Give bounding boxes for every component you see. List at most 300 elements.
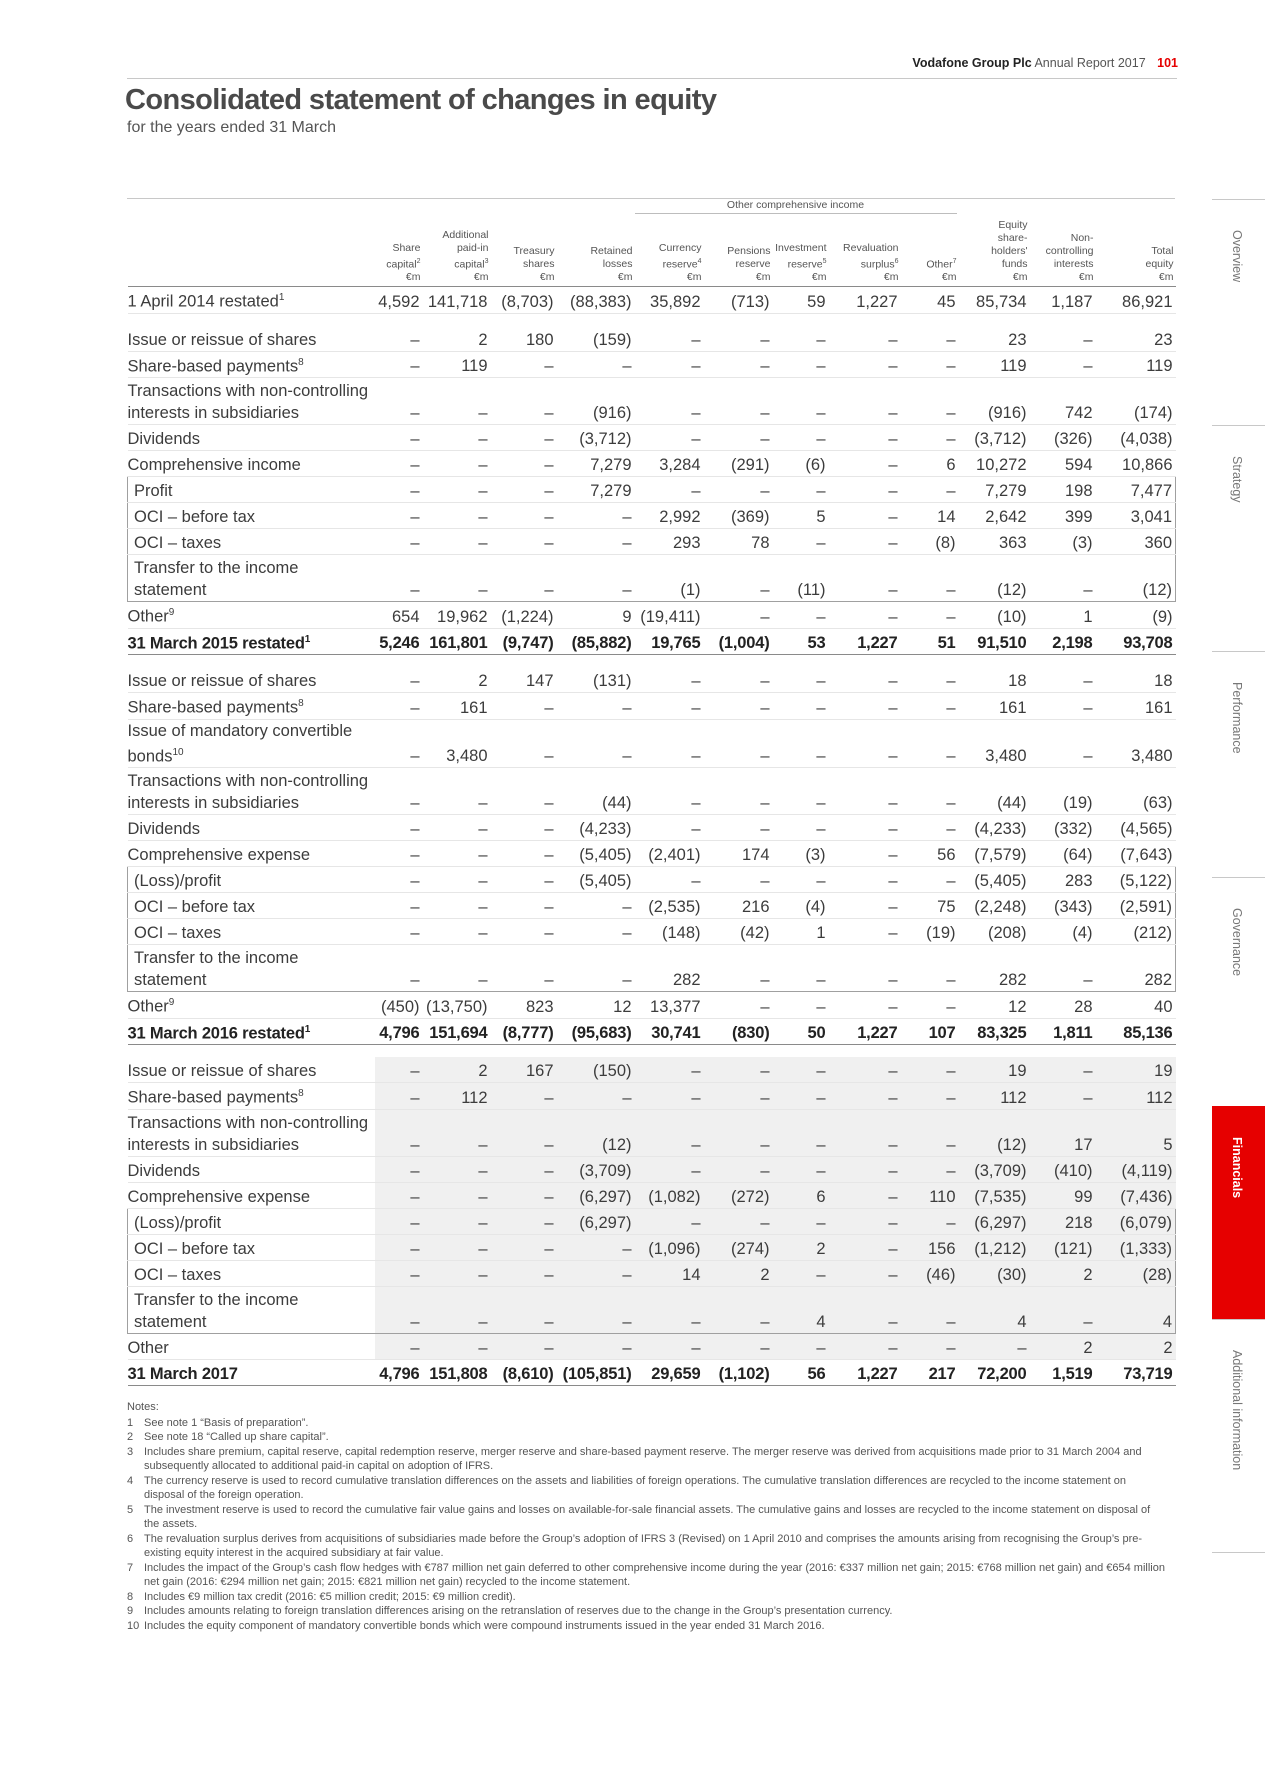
spacer-cell bbox=[128, 655, 1176, 668]
value-cell: (1,004) bbox=[704, 628, 773, 655]
value-cell: (7,579) bbox=[959, 841, 1030, 867]
value-cell: – bbox=[829, 945, 901, 992]
value-cell: – bbox=[1030, 1286, 1096, 1333]
value-cell: (4,233) bbox=[959, 815, 1030, 841]
note-item bbox=[127, 1590, 1167, 1605]
value-cell: (5,405) bbox=[557, 841, 635, 867]
note-number: 3 bbox=[127, 1445, 134, 1458]
value-cell: – bbox=[773, 1156, 829, 1182]
spacer-cell bbox=[128, 1045, 1176, 1058]
sub-item-row bbox=[128, 867, 1176, 893]
value-cell: – bbox=[1030, 945, 1096, 992]
row-label-text: OCI – taxes bbox=[134, 1265, 222, 1284]
value-cell: – bbox=[423, 529, 491, 555]
value-cell: 4,796 bbox=[375, 1018, 423, 1045]
value-cell: – bbox=[375, 326, 423, 352]
value-cell: 216 bbox=[704, 893, 773, 919]
row-label bbox=[128, 1359, 375, 1385]
value-cell: 360 bbox=[1096, 529, 1176, 555]
value-cell: – bbox=[423, 919, 491, 945]
note-number: 10 bbox=[127, 1619, 140, 1632]
value-cell: – bbox=[375, 477, 423, 503]
table-spacer-row bbox=[128, 313, 1176, 326]
row-label bbox=[128, 841, 375, 867]
value-cell: – bbox=[375, 841, 423, 867]
value-cell: – bbox=[375, 867, 423, 893]
value-cell: (4,038) bbox=[1096, 425, 1176, 451]
value-cell: – bbox=[829, 529, 901, 555]
value-cell: (3) bbox=[773, 841, 829, 867]
value-cell: (19) bbox=[901, 919, 959, 945]
value-cell: – bbox=[423, 1234, 491, 1260]
value-cell: 6 bbox=[901, 451, 959, 477]
value-cell: – bbox=[704, 815, 773, 841]
value-cell: 30,741 bbox=[635, 1018, 704, 1045]
sub-item-row bbox=[128, 529, 1176, 555]
oci-group-header bbox=[635, 199, 959, 219]
value-cell: – bbox=[375, 1260, 423, 1286]
table-row bbox=[128, 1083, 1176, 1110]
column-header-note-ref: 5 bbox=[822, 257, 827, 265]
value-cell: 2 bbox=[423, 1057, 491, 1083]
value-cell: (410) bbox=[1030, 1156, 1096, 1182]
page-title: Consolidated statement of changes in equity bbox=[125, 84, 717, 116]
row-label bbox=[128, 287, 375, 314]
value-cell: 5,246 bbox=[375, 628, 423, 655]
value-cell: – bbox=[901, 1057, 959, 1083]
value-cell: 59 bbox=[773, 287, 829, 314]
row-label bbox=[128, 529, 375, 555]
nav-tab-overview[interactable] bbox=[1212, 199, 1265, 425]
nav-tab-label: Overview bbox=[1230, 230, 1244, 283]
value-cell: – bbox=[773, 1208, 829, 1234]
row-label-text: OCI – taxes bbox=[134, 534, 222, 552]
nav-bottom-rule bbox=[1212, 1552, 1265, 1553]
note-text: The investment reserve is used to record the cumulative fair value gains and losses on available-for-sale financial assets. The cumulative gains and losses are recycled to the income statement on disposal of the assets. bbox=[144, 1503, 1151, 1530]
value-cell: – bbox=[375, 503, 423, 529]
column-header-unit: €m bbox=[883, 271, 899, 283]
value-cell: – bbox=[557, 919, 635, 945]
column-header-unit: €m bbox=[686, 271, 702, 283]
page-number: 101 bbox=[1157, 56, 1178, 70]
row-label bbox=[128, 693, 375, 720]
header-blank bbox=[128, 199, 375, 219]
value-cell: (85,882) bbox=[557, 628, 635, 655]
row-label-text: OCI – before tax bbox=[134, 1239, 256, 1258]
value-cell: 167 bbox=[491, 1057, 557, 1083]
value-cell: – bbox=[704, 1109, 773, 1156]
value-cell: 742 bbox=[1030, 378, 1096, 425]
row-label-note-ref: 1 bbox=[304, 1023, 311, 1035]
value-cell: – bbox=[829, 1208, 901, 1234]
row-label-note-ref: 8 bbox=[298, 1088, 304, 1099]
note-text: See note 1 “Basis of preparation”. bbox=[144, 1416, 309, 1429]
value-cell: (274) bbox=[704, 1234, 773, 1260]
column-header-line: surplus bbox=[860, 258, 895, 270]
row-label bbox=[128, 326, 375, 352]
column-header bbox=[829, 219, 901, 287]
value-cell: (64) bbox=[1030, 841, 1096, 867]
value-cell: – bbox=[704, 425, 773, 451]
value-cell: – bbox=[704, 477, 773, 503]
value-cell: – bbox=[1030, 667, 1096, 693]
value-cell: – bbox=[829, 425, 901, 451]
value-cell: – bbox=[635, 1057, 704, 1083]
value-cell: – bbox=[901, 945, 959, 992]
column-header-unit: €m bbox=[811, 271, 827, 283]
column-header bbox=[635, 219, 704, 287]
note-number: 9 bbox=[127, 1605, 134, 1617]
column-header-line: share- bbox=[997, 232, 1028, 244]
value-cell: – bbox=[491, 1260, 557, 1286]
value-cell: – bbox=[423, 555, 491, 602]
value-cell: (6,297) bbox=[557, 1182, 635, 1208]
value-cell: – bbox=[704, 667, 773, 693]
value-cell: 283 bbox=[1030, 867, 1096, 893]
column-header-line: Other bbox=[926, 258, 953, 270]
header-label-column bbox=[128, 219, 375, 287]
value-cell: – bbox=[901, 867, 959, 893]
table-row bbox=[128, 667, 1176, 693]
value-cell: (4,565) bbox=[1096, 815, 1176, 841]
row-label-text: OCI – before tax bbox=[134, 898, 256, 916]
value-cell: – bbox=[375, 1286, 423, 1333]
value-cell: – bbox=[491, 841, 557, 867]
row-label bbox=[128, 555, 375, 602]
value-cell: – bbox=[829, 1156, 901, 1182]
value-cell: – bbox=[491, 1109, 557, 1156]
value-cell: – bbox=[635, 719, 704, 768]
value-cell: – bbox=[423, 1156, 491, 1182]
value-cell: – bbox=[557, 1234, 635, 1260]
value-cell: – bbox=[491, 1182, 557, 1208]
note-text: Includes amounts relating to foreign translation differences arising on the retranslation of reserves due to the change in the Group’s presentation currency. bbox=[144, 1605, 893, 1617]
value-cell: 93,708 bbox=[1096, 628, 1176, 655]
table-row bbox=[128, 378, 1176, 425]
value-cell: 13,377 bbox=[635, 992, 704, 1019]
row-label-text: 1 April 2014 restated bbox=[127, 292, 279, 311]
column-header-line: equity bbox=[1145, 258, 1174, 270]
value-cell: 86,921 bbox=[1096, 287, 1176, 314]
note-item bbox=[127, 1503, 1167, 1532]
value-cell: – bbox=[901, 1333, 959, 1359]
value-cell: – bbox=[773, 529, 829, 555]
value-cell: 4 bbox=[959, 1286, 1030, 1333]
value-cell: – bbox=[829, 1109, 901, 1156]
value-cell: 282 bbox=[635, 945, 704, 992]
value-cell: – bbox=[375, 451, 423, 477]
nav-tab-financials[interactable] bbox=[1212, 1106, 1265, 1319]
column-header-line: Retained bbox=[590, 245, 633, 257]
value-cell: – bbox=[773, 602, 829, 629]
value-cell: – bbox=[704, 1333, 773, 1359]
value-cell: – bbox=[901, 992, 959, 1019]
value-cell: 823 bbox=[491, 992, 557, 1019]
value-cell: – bbox=[829, 1286, 901, 1333]
row-label-text: Share-based payments bbox=[127, 357, 299, 375]
row-label-text: 31 March 2017 bbox=[127, 1364, 238, 1383]
value-cell: 151,808 bbox=[423, 1359, 491, 1385]
column-header-note-ref: 4 bbox=[697, 257, 702, 265]
column-header-line: holders' bbox=[991, 245, 1028, 257]
value-cell: – bbox=[829, 1057, 901, 1083]
value-cell: (13,750) bbox=[423, 992, 491, 1019]
column-header-line: Revaluation bbox=[843, 241, 899, 254]
table-row bbox=[128, 841, 1176, 867]
value-cell: (131) bbox=[557, 667, 635, 693]
row-label-text: OCI – taxes bbox=[134, 924, 222, 942]
value-cell: – bbox=[423, 1286, 491, 1333]
value-cell: – bbox=[773, 1260, 829, 1286]
row-label-note-ref: 1 bbox=[278, 292, 285, 303]
value-cell: – bbox=[491, 555, 557, 602]
row-label bbox=[128, 477, 375, 503]
value-cell: (63) bbox=[1096, 768, 1176, 815]
value-cell: – bbox=[375, 1057, 423, 1083]
value-cell: – bbox=[557, 555, 635, 602]
value-cell: (5,405) bbox=[959, 867, 1030, 893]
value-cell: – bbox=[704, 945, 773, 992]
note-item bbox=[127, 1619, 1167, 1634]
value-cell: – bbox=[375, 719, 423, 768]
value-cell: – bbox=[491, 451, 557, 477]
value-cell: 293 bbox=[635, 529, 704, 555]
value-cell: 73,719 bbox=[1096, 1359, 1176, 1385]
value-cell: (7,436) bbox=[1096, 1182, 1176, 1208]
column-header-unit: €m bbox=[1158, 271, 1174, 283]
column-header-unit: €m bbox=[1078, 271, 1094, 283]
value-cell: – bbox=[829, 602, 901, 629]
row-label-text: Share-based payments bbox=[127, 698, 299, 717]
value-cell: 180 bbox=[491, 326, 557, 352]
row-label-text: Issue or reissue of shares bbox=[127, 1062, 317, 1080]
value-cell: 1,227 bbox=[829, 628, 901, 655]
value-cell: – bbox=[491, 945, 557, 992]
value-cell: – bbox=[557, 893, 635, 919]
value-cell: 83,325 bbox=[959, 1018, 1030, 1045]
sub-item-row bbox=[128, 919, 1176, 945]
column-header-note-ref: 3 bbox=[484, 257, 489, 265]
value-cell: – bbox=[901, 1286, 959, 1333]
value-cell: – bbox=[423, 1109, 491, 1156]
value-cell: (12) bbox=[959, 555, 1030, 602]
header-group-row bbox=[128, 199, 1176, 219]
value-cell: – bbox=[557, 1286, 635, 1333]
value-cell: – bbox=[901, 1208, 959, 1234]
table-row bbox=[128, 1182, 1176, 1208]
nav-tab-label: Strategy bbox=[1230, 456, 1244, 503]
value-cell: 18 bbox=[959, 667, 1030, 693]
value-cell: 2,642 bbox=[959, 503, 1030, 529]
value-cell: – bbox=[635, 425, 704, 451]
value-cell: – bbox=[423, 867, 491, 893]
row-label bbox=[128, 815, 375, 841]
value-cell: – bbox=[635, 1083, 704, 1110]
note-text: See note 18 “Called up share capital”. bbox=[144, 1431, 329, 1443]
value-cell: 2 bbox=[1030, 1333, 1096, 1359]
value-cell: – bbox=[375, 693, 423, 720]
value-cell: 19 bbox=[959, 1057, 1030, 1083]
row-label bbox=[128, 945, 375, 992]
note-text: Includes the equity component of mandatory convertible bonds which were compound instruments issued in the year ended 31 March 2016. bbox=[144, 1619, 825, 1632]
column-header-unit: €m bbox=[539, 271, 555, 283]
table-body bbox=[128, 287, 1176, 1386]
row-label-text: Other bbox=[127, 997, 169, 1016]
value-cell: – bbox=[901, 555, 959, 602]
value-cell: (3,712) bbox=[557, 425, 635, 451]
column-header-unit: €m bbox=[1012, 271, 1028, 283]
value-cell: – bbox=[704, 1083, 773, 1110]
equity-table-container bbox=[127, 198, 1175, 1386]
table-row bbox=[128, 1156, 1176, 1182]
value-cell: – bbox=[491, 425, 557, 451]
column-header bbox=[557, 219, 635, 287]
value-cell: – bbox=[423, 451, 491, 477]
value-cell: – bbox=[491, 1083, 557, 1110]
value-cell: – bbox=[557, 1333, 635, 1359]
value-cell: – bbox=[829, 1260, 901, 1286]
value-cell: – bbox=[635, 351, 704, 378]
value-cell: 1,811 bbox=[1030, 1018, 1096, 1045]
column-header-line: controlling bbox=[1045, 245, 1094, 257]
value-cell: (1,224) bbox=[491, 602, 557, 629]
value-cell: – bbox=[423, 378, 491, 425]
value-cell: 51 bbox=[901, 628, 959, 655]
value-cell: – bbox=[375, 425, 423, 451]
value-cell: 1,187 bbox=[1030, 287, 1096, 314]
column-header bbox=[1096, 219, 1176, 287]
row-label bbox=[128, 1234, 375, 1260]
value-cell: 363 bbox=[959, 529, 1030, 555]
row-label-text: OCI – before tax bbox=[134, 508, 256, 526]
value-cell: – bbox=[704, 992, 773, 1019]
company-name: Vodafone Group Plc bbox=[912, 56, 1032, 70]
column-header-unit: €m bbox=[755, 271, 771, 283]
column-header-line: losses bbox=[602, 258, 633, 270]
row-label bbox=[128, 1208, 375, 1234]
value-cell: 112 bbox=[959, 1083, 1030, 1110]
value-cell: 2,198 bbox=[1030, 628, 1096, 655]
row-label-note-ref: 8 bbox=[298, 356, 304, 368]
row-label-note-ref: 8 bbox=[298, 698, 304, 709]
section-nav bbox=[1212, 199, 1265, 1553]
value-cell: 3,480 bbox=[959, 719, 1030, 768]
value-cell: – bbox=[557, 945, 635, 992]
report-name: Annual Report 2017 bbox=[1034, 56, 1146, 70]
value-cell: – bbox=[375, 378, 423, 425]
notes-list bbox=[127, 1416, 1167, 1634]
value-cell: (159) bbox=[557, 326, 635, 352]
row-label-text: Comprehensive income bbox=[127, 456, 301, 474]
sub-item-row bbox=[128, 893, 1176, 919]
value-cell: – bbox=[829, 1333, 901, 1359]
column-header-line: Additional bbox=[442, 228, 489, 241]
row-label-text: Transfer to the income statement bbox=[134, 1290, 299, 1331]
nav-tab-performance[interactable] bbox=[1212, 651, 1265, 877]
row-label bbox=[128, 1286, 375, 1333]
value-cell: – bbox=[829, 919, 901, 945]
row-label bbox=[128, 919, 375, 945]
value-cell: 14 bbox=[635, 1260, 704, 1286]
value-cell: – bbox=[901, 667, 959, 693]
nav-tab-strategy[interactable] bbox=[1212, 425, 1265, 651]
value-cell: 2 bbox=[1096, 1333, 1176, 1359]
note-text: Includes share premium, capital reserve, capital redemption reserve, merger reserve and share-based payment reserve. The merger reserve was derived from acquisitions made prior to 31 March 2004 and subsequently allocated to additional paid-in capital on adoption of IFRS. bbox=[144, 1445, 1142, 1472]
value-cell: (1) bbox=[635, 555, 704, 602]
value-cell: – bbox=[901, 693, 959, 720]
value-cell: 654 bbox=[375, 602, 423, 629]
table-spacer-row bbox=[128, 655, 1176, 668]
column-header-note-ref: 2 bbox=[416, 257, 421, 265]
value-cell: 141,718 bbox=[423, 287, 491, 314]
value-cell: – bbox=[704, 602, 773, 629]
value-cell: – bbox=[773, 768, 829, 815]
nav-tab-additional-information[interactable] bbox=[1212, 1319, 1265, 1552]
value-cell: – bbox=[901, 477, 959, 503]
row-label-text: (Loss)/profit bbox=[134, 1213, 222, 1232]
value-cell: 161 bbox=[1096, 693, 1176, 720]
nav-tab-label: Financials bbox=[1230, 1137, 1244, 1199]
value-cell: 72,200 bbox=[959, 1359, 1030, 1385]
value-cell: (369) bbox=[704, 503, 773, 529]
value-cell: (8) bbox=[901, 529, 959, 555]
column-header bbox=[704, 219, 773, 287]
value-cell: – bbox=[491, 1286, 557, 1333]
note-item bbox=[127, 1561, 1167, 1590]
value-cell: – bbox=[635, 1208, 704, 1234]
value-cell: 2 bbox=[1030, 1260, 1096, 1286]
note-number: 7 bbox=[127, 1561, 134, 1574]
value-cell: 112 bbox=[423, 1083, 491, 1110]
value-cell: – bbox=[1030, 555, 1096, 602]
value-cell: (3,712) bbox=[959, 425, 1030, 451]
value-cell: (1,102) bbox=[704, 1359, 773, 1385]
nav-tab-governance[interactable] bbox=[1212, 877, 1265, 1106]
column-header-line: shares bbox=[522, 258, 555, 270]
value-cell: – bbox=[491, 867, 557, 893]
value-cell: – bbox=[829, 719, 901, 768]
value-cell: – bbox=[704, 326, 773, 352]
row-label-text: Issue or reissue of shares bbox=[127, 330, 317, 349]
value-cell: (4,233) bbox=[557, 815, 635, 841]
value-cell: – bbox=[423, 945, 491, 992]
value-cell: 1,519 bbox=[1030, 1359, 1096, 1385]
value-cell: (9) bbox=[1096, 602, 1176, 629]
value-cell: – bbox=[375, 815, 423, 841]
value-cell: 2 bbox=[423, 667, 491, 693]
value-cell: – bbox=[829, 1182, 901, 1208]
value-cell: 4,592 bbox=[375, 287, 423, 314]
value-cell: – bbox=[491, 477, 557, 503]
value-cell: 107 bbox=[901, 1018, 959, 1045]
value-cell: 119 bbox=[1096, 351, 1176, 378]
value-cell: (12) bbox=[959, 1109, 1030, 1156]
value-cell: 7,279 bbox=[557, 477, 635, 503]
sub-item-row bbox=[128, 1286, 1176, 1333]
value-cell: – bbox=[773, 351, 829, 378]
value-cell: – bbox=[704, 1208, 773, 1234]
column-header-line: reserve bbox=[735, 258, 771, 270]
value-cell: 161,801 bbox=[423, 628, 491, 655]
value-cell: 78 bbox=[704, 529, 773, 555]
value-cell: (6,297) bbox=[959, 1208, 1030, 1234]
value-cell: – bbox=[901, 602, 959, 629]
value-cell: – bbox=[829, 815, 901, 841]
value-cell: – bbox=[635, 667, 704, 693]
value-cell: – bbox=[704, 693, 773, 720]
value-cell: 147 bbox=[491, 667, 557, 693]
table-row bbox=[128, 326, 1176, 352]
